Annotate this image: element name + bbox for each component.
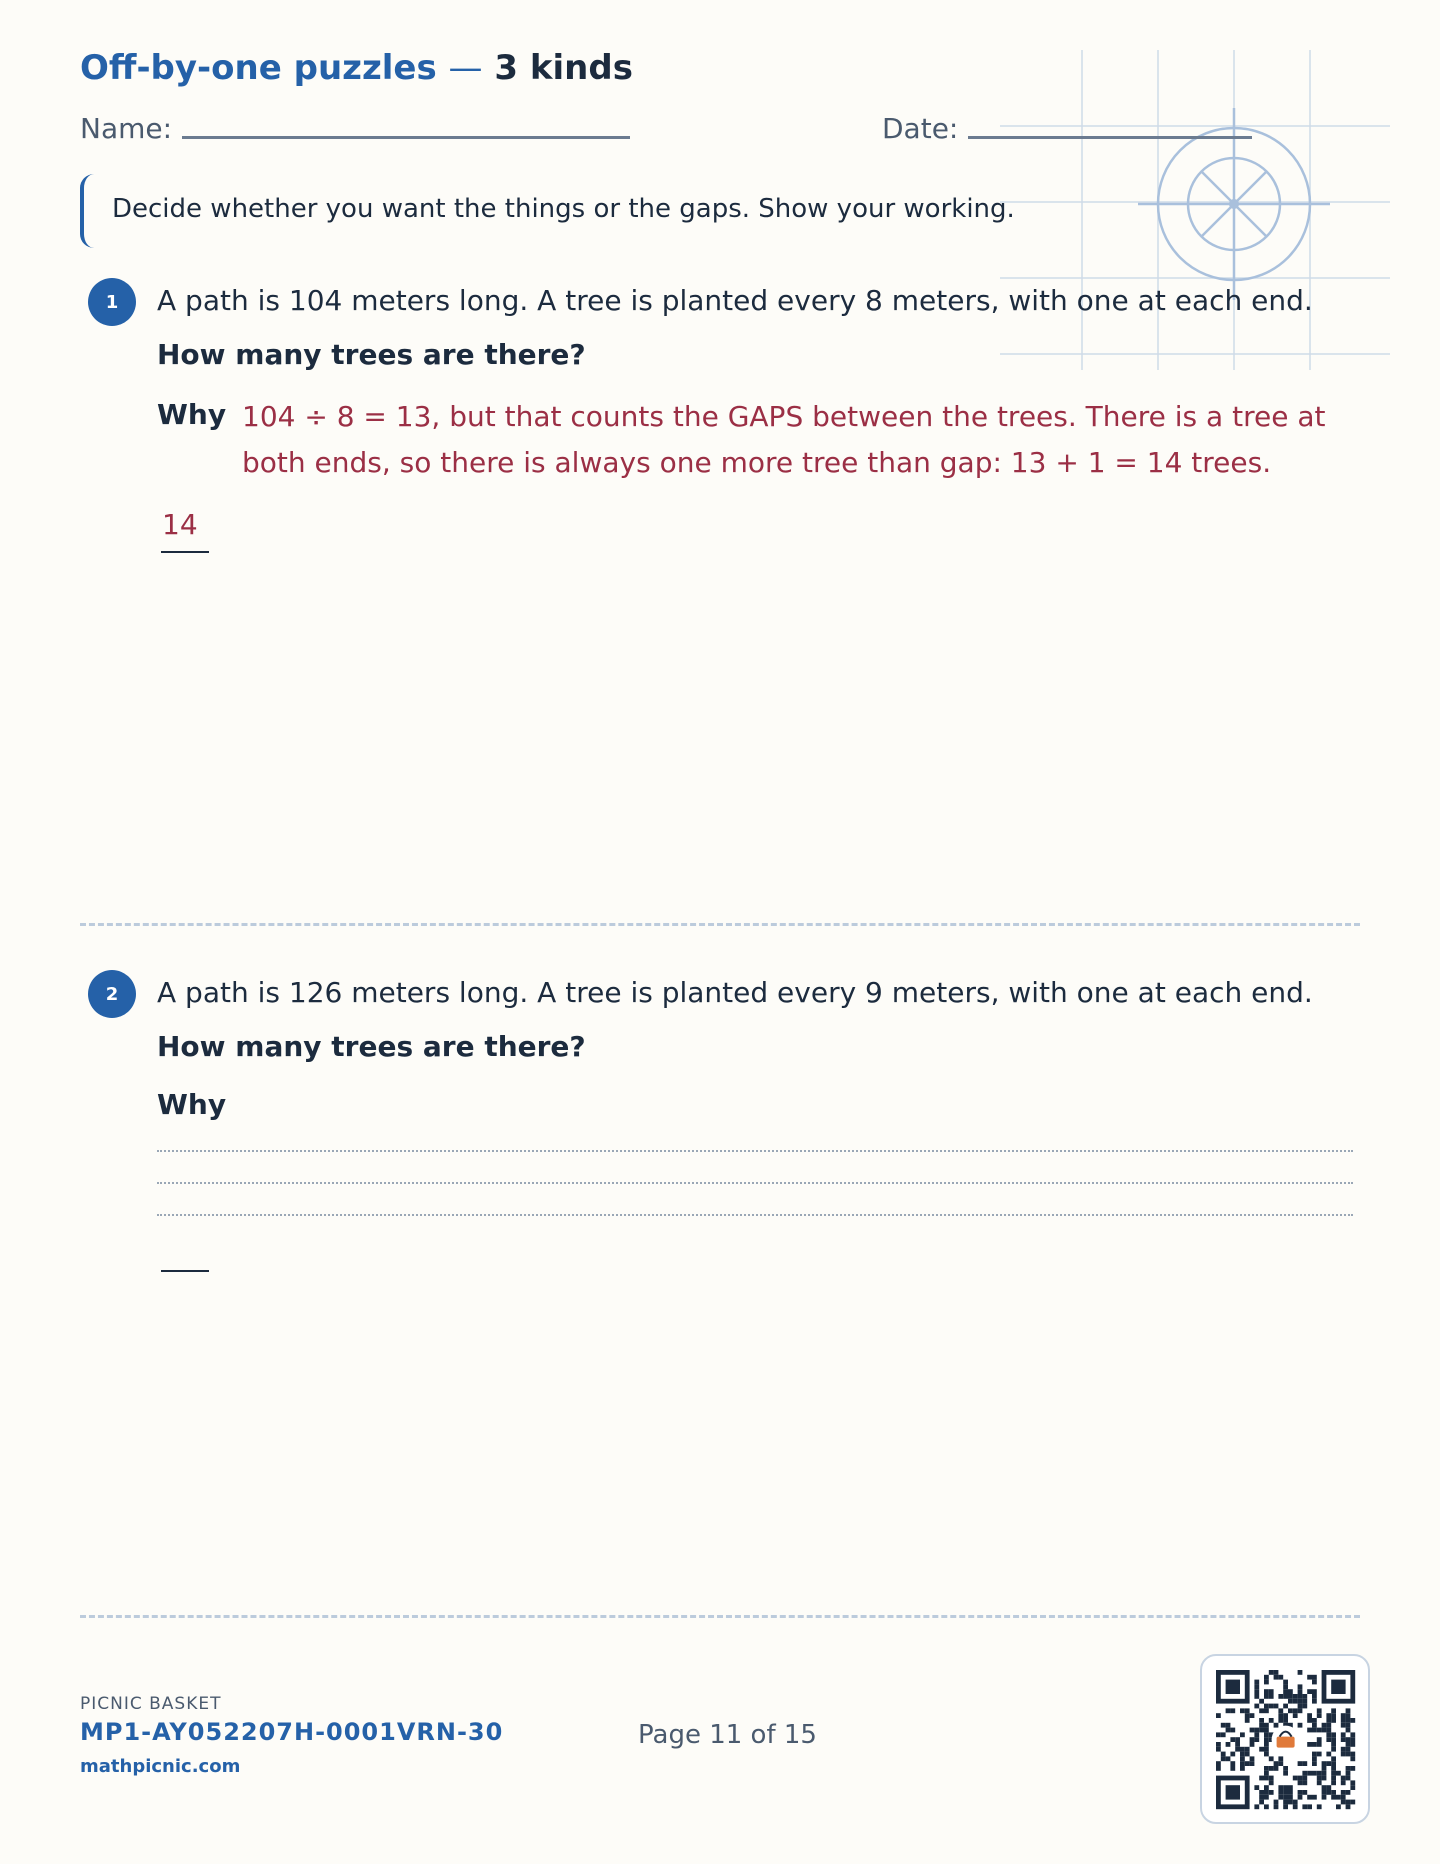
page-number: Page 11 of 15 [638,1720,817,1750]
name-field[interactable] [182,136,630,139]
website-link[interactable]: mathpicnic.com [80,1756,241,1777]
brand-name: PICNIC BASKET [80,1694,222,1714]
qr-code-image [1202,1656,1368,1822]
why-label: Why [157,1088,227,1121]
name-label: Name: [80,112,173,145]
title-main: Off-by-one puzzles [80,48,437,88]
date-field[interactable] [968,136,1252,139]
why-explanation: 104 ÷ 8 = 13, but that counts the GAPS between the trees. There is a tree at both ends, so there is always one more tree than gap: 13 + 1 = 14 trees. [242,400,1326,479]
date-label: Date: [882,112,959,145]
instruction-text: Decide whether you want the things or the gaps. Show your working. [112,194,1015,224]
question-text: A path is 104 meters long. A tree is planted every 8 meters, with one at each end. [157,284,1313,317]
qr-code [1200,1654,1370,1824]
worksheet-code: MP1-AY052207H-0001VRN-30 [80,1718,504,1746]
target-decoration [1000,50,1400,370]
section-divider [80,923,1360,926]
instruction-accent-bar [80,174,96,248]
instruction-box [80,174,1015,248]
question-text: A path is 126 meters long. A tree is planted every 9 meters, with one at each end. [157,976,1313,1009]
answer-line[interactable] [161,1270,209,1272]
question-number-badge: 1 [88,278,136,326]
page-title [80,48,633,88]
why-label: Why [157,398,227,431]
answer-value: 14 [162,508,198,541]
title-sub: 3 kinds [494,48,633,88]
question-number-badge: 2 [88,970,136,1018]
question-prompt: How many trees are there? [157,338,586,371]
question-prompt: How many trees are there? [157,1030,586,1063]
working-line[interactable] [157,1214,1353,1216]
working-line[interactable] [157,1182,1353,1184]
working-line[interactable] [157,1150,1353,1152]
answer-line[interactable] [161,551,209,553]
title-dash: — [448,48,483,88]
section-divider [80,1615,1360,1618]
